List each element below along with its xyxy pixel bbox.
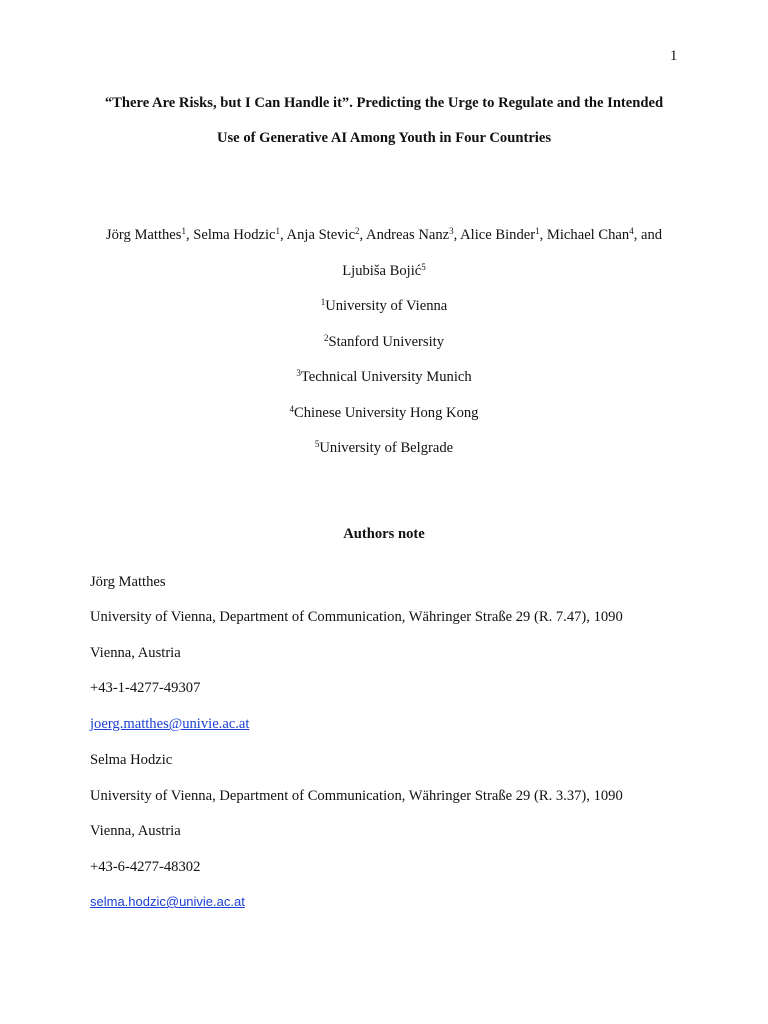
contact-phone: +43-1-4277-49307 [90,680,201,696]
affiliation-name: Stanford University [328,334,445,350]
contact-email-link[interactable]: joerg.matthes@univie.ac.at [90,716,250,732]
contact-name: Jörg Matthes [90,574,166,590]
author-separator: , and [633,227,663,243]
author-name: Anja Stevic [286,227,356,243]
contact-email-row [90,717,249,732]
contact-email-row [90,895,245,910]
affiliation-sup: 3 [296,368,301,378]
contact-name: Selma Hodzic [90,752,173,768]
title-line-1: “There Are Risks, but I Can Handle it”. Predicting the Urge to Regulate and the Intended [104,95,664,111]
title-line-2: Use of Generative AI Among Youth in Four Countries [216,130,552,146]
affiliation-sup: 5 [314,439,320,449]
affiliation [0,299,768,314]
author-name: Ljubiša Bojić [342,263,422,279]
author-separator: , [453,227,461,243]
affiliation-sup: 4 [289,404,295,414]
contact-address-line-2: Vienna, Austria [90,645,181,661]
author-affiliation-sup: 1 [535,226,540,236]
contact-phone: +43-6-4277-48302 [90,859,201,875]
affiliation-sup: 2 [323,333,329,343]
contact-address-line-1: University of Vienna, Department of Communication, Währinger Straße 29 (R. 3.37), 1090 [90,788,623,804]
author-name: Michael Chan [546,227,630,243]
author-name: Alice Binder [460,227,536,243]
affiliation-name: Chinese University Hong Kong [294,405,479,421]
author-affiliation-sup: 4 [629,226,634,236]
author-list-line-2 [0,264,768,279]
author-affiliation-sup: 1 [181,226,186,236]
affiliation-name: University of Belgrade [319,440,454,456]
author-affiliation-sup: 5 [421,262,426,272]
author-affiliation-sup: 3 [449,226,454,236]
affiliation [0,335,768,350]
author-separator: , [185,227,194,243]
affiliation-sup: 1 [320,297,326,307]
contact-email-link[interactable]: selma.hodzic@univie.ac.at [90,894,245,909]
affiliation-name: University of Vienna [325,298,448,314]
author-separator: , [539,227,547,243]
affiliation-name: Technical University Munich [300,369,472,385]
contact-address-line-2: Vienna, Austria [90,823,181,839]
author-separator: , [359,227,367,243]
author-affiliation-sup: 1 [275,226,281,236]
page-number: 1 [670,48,678,64]
author-list-line-1 [0,228,768,243]
author-affiliation-sup: 2 [355,226,360,236]
author-name: Jörg Matthes [105,227,182,243]
authors-note-heading: Authors note [343,526,425,542]
affiliation [0,406,768,421]
author-name: Selma Hodzic [193,227,276,243]
author-name: Andreas Nanz [366,227,450,243]
contact-address-line-1: University of Vienna, Department of Communication, Währinger Straße 29 (R. 7.47), 1090 [90,609,623,625]
affiliation [0,441,768,456]
author-separator: , [280,227,287,243]
affiliation [0,370,768,385]
